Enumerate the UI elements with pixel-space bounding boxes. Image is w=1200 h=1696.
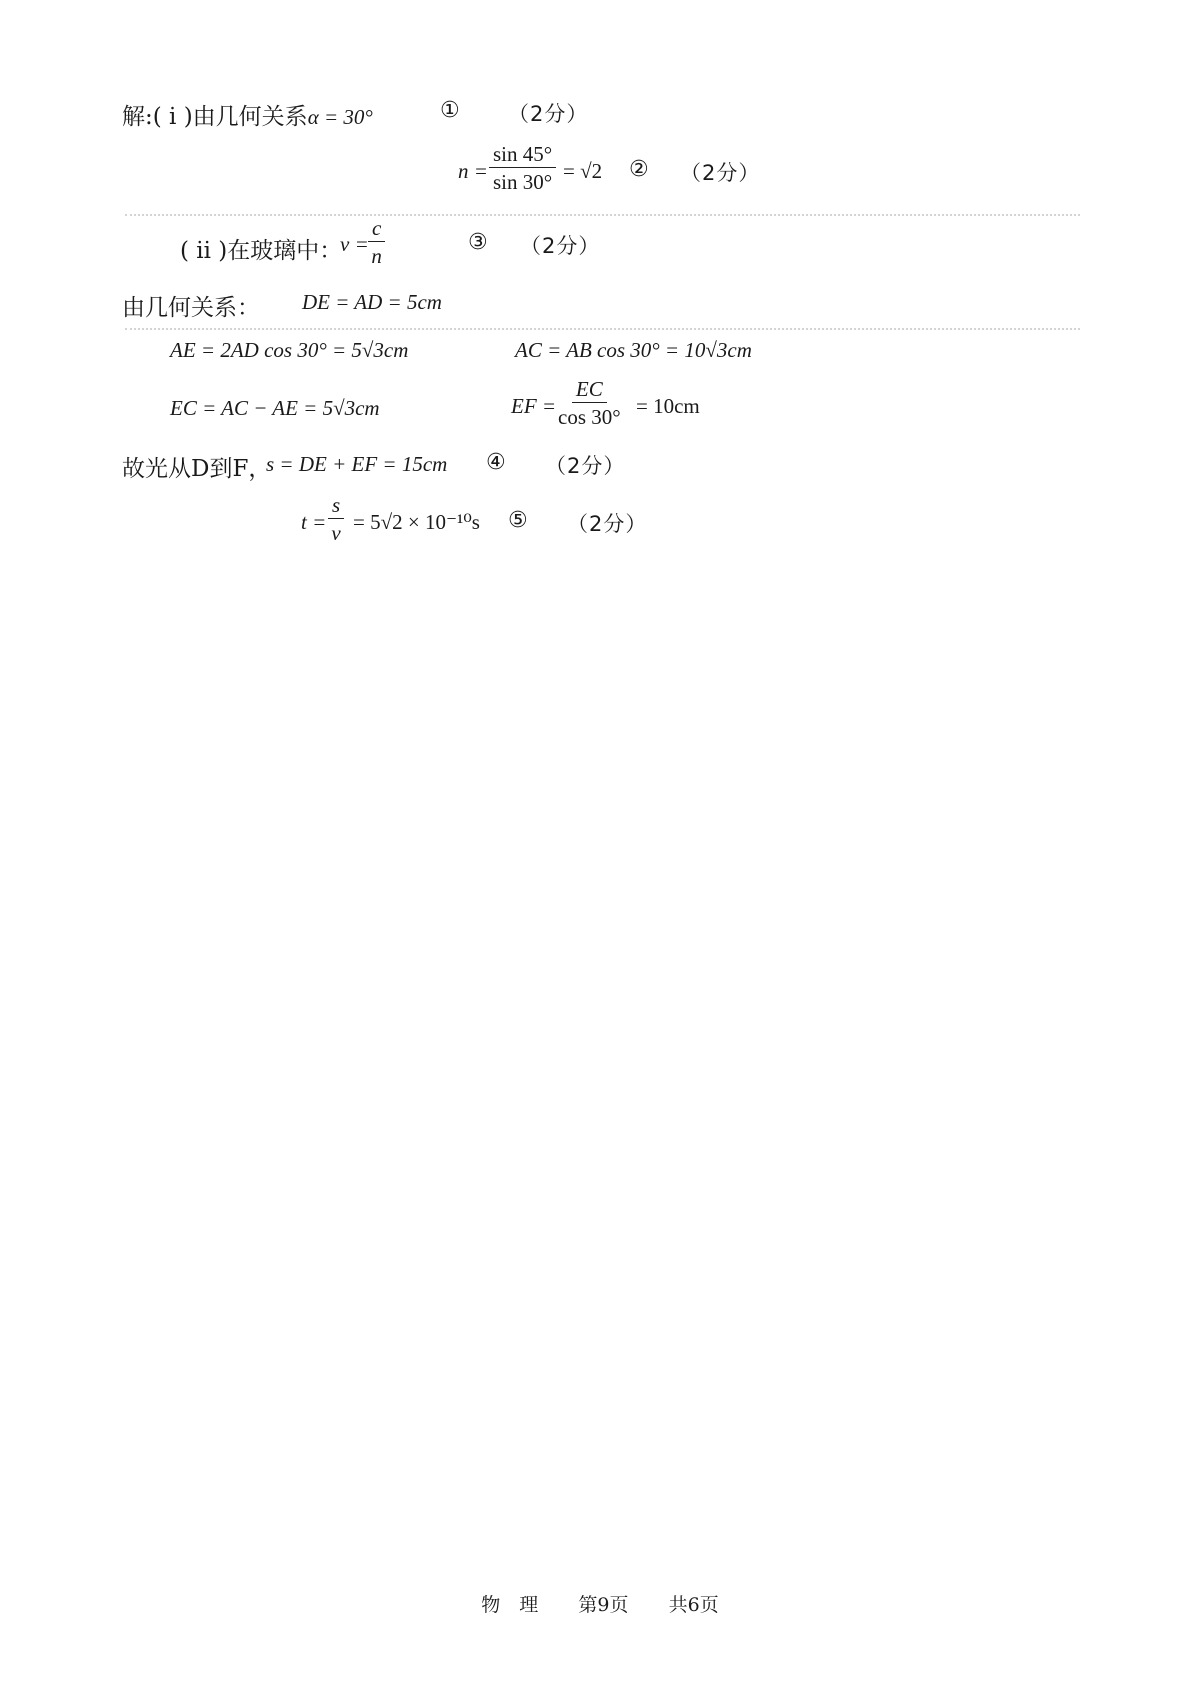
v-numerator: c xyxy=(368,217,385,242)
equation-marker-5: ⑤ xyxy=(508,508,528,533)
n-rhs: = √2 xyxy=(563,159,603,183)
de-equation: DE = AD = 5cm xyxy=(302,290,442,314)
score-2: （2分） xyxy=(680,161,761,185)
ae-equation: AE = 2AD cos 30° = 5√3cm xyxy=(170,338,409,362)
footer-subject: 物 理 xyxy=(481,1594,539,1616)
solution-part-1-heading xyxy=(122,98,373,131)
dotted-divider-2 xyxy=(125,328,1080,330)
ec-equation: EC = AC − AE = 5√3cm xyxy=(170,396,380,420)
t-lhs: t = xyxy=(301,510,327,534)
n-numerator: sin 45° xyxy=(489,143,556,168)
footer-page-number: 第9页 xyxy=(578,1594,629,1616)
t-denominator: v xyxy=(331,521,341,545)
ef-numerator: EC xyxy=(572,378,607,403)
v-fraction xyxy=(368,217,385,267)
ef-denominator: cos 30° xyxy=(558,405,621,429)
n-denominator: sin 30° xyxy=(493,170,553,194)
page-footer xyxy=(0,1590,1200,1617)
path-label: 故光从D到F， xyxy=(122,456,272,482)
equation-marker-3: ③ xyxy=(468,230,488,255)
geometry-label: 由几何关系： xyxy=(122,295,260,321)
t-rhs: = 5√2 × 10⁻¹⁰s xyxy=(353,510,480,534)
solution-part-2-heading: ( ⅱ )在玻璃中： xyxy=(180,238,343,264)
t-fraction xyxy=(328,494,344,544)
part-1-prefix: 解:( ⅰ )由几何关系 xyxy=(122,104,308,130)
score-3: （2分） xyxy=(520,234,601,258)
footer-total-pages: 共6页 xyxy=(668,1594,719,1616)
equation-marker-1: ① xyxy=(440,98,460,123)
alpha-equation: α = 30° xyxy=(307,105,373,129)
score-4: （2分） xyxy=(545,454,626,478)
equation-marker-4: ④ xyxy=(486,450,506,475)
t-numerator: s xyxy=(328,494,344,519)
ef-lhs: EF = xyxy=(511,394,557,418)
s-equation: s = DE + EF = 15cm xyxy=(266,452,448,476)
ac-equation: AC = AB cos 30° = 10√3cm xyxy=(515,338,752,362)
dotted-divider-1 xyxy=(125,214,1080,216)
n-lhs: n = xyxy=(458,159,488,183)
score-1: （2分） xyxy=(508,102,589,126)
ef-rhs: = 10cm xyxy=(636,394,700,418)
n-fraction xyxy=(489,143,556,193)
v-lhs: v = xyxy=(340,232,369,256)
equation-marker-2: ② xyxy=(629,157,649,182)
v-denominator: n xyxy=(371,244,382,268)
ef-fraction xyxy=(558,378,621,428)
score-5: （2分） xyxy=(567,512,648,536)
